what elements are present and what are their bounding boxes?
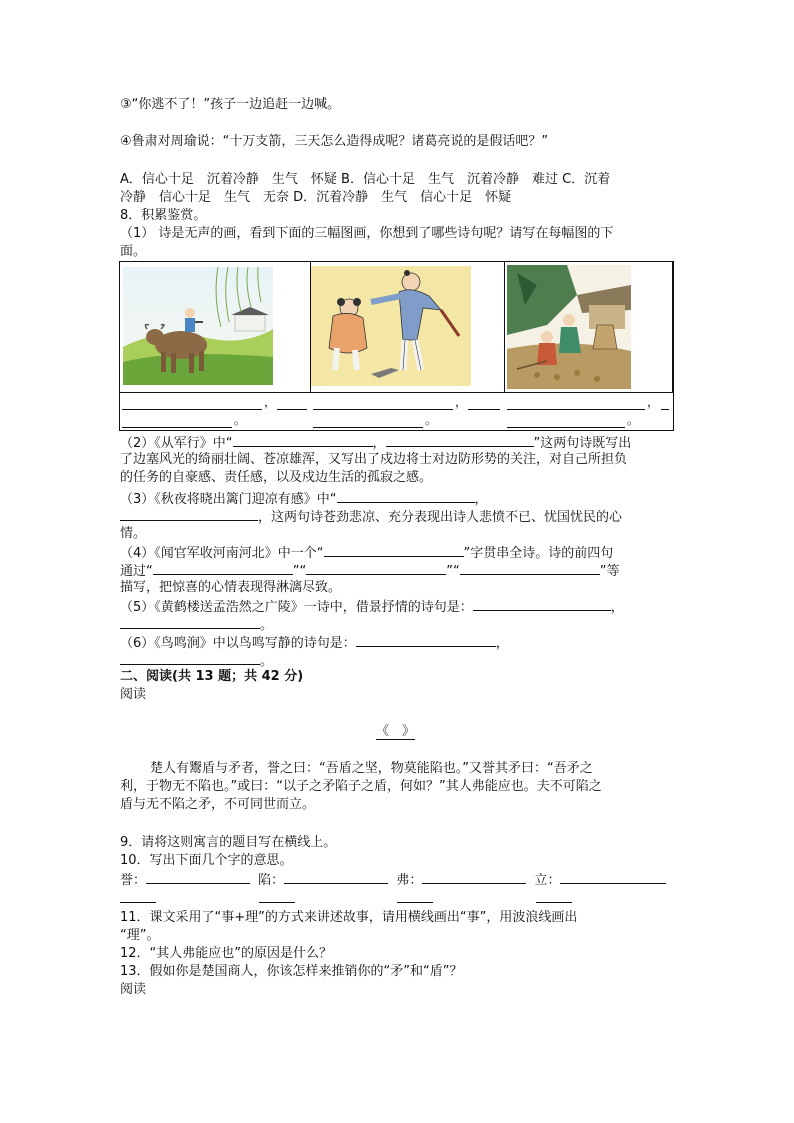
q13: 13．假如你是楚国商人，你该怎样来推销你的“矛”和“盾”？: [120, 964, 463, 979]
q8-part3-lead: （3）《秋夜将晓出篱门迎凉有感》中“: [120, 492, 337, 507]
word-li: 立：: [534, 873, 561, 888]
herd-boy-on-buffalo-image: [123, 267, 273, 385]
answer-blank[interactable]: [122, 397, 262, 410]
answer-blank[interactable]: [507, 415, 625, 428]
q8-part3-line1: [120, 489, 488, 509]
q12: 12．“其人弗能应也”的原因是什么？: [120, 946, 333, 961]
answer-blank[interactable]: [397, 890, 433, 903]
comma: ，: [372, 436, 386, 451]
answer-blank[interactable]: [560, 870, 666, 884]
story-paragraph-line1: 楚人有鬻盾与矛者，誉之曰：“吾盾之坚，物莫能陷也。”又誉其矛曰：“吾矛之: [150, 761, 593, 776]
answer-blank[interactable]: [536, 890, 572, 903]
q8-part4-lead: （4）《闻官军收河南河北》中一个“: [120, 546, 324, 561]
comma: ，: [495, 636, 509, 651]
q8-part2-tail: ”这两句诗既写出: [533, 436, 632, 451]
answer-blank[interactable]: [277, 397, 307, 410]
picture-cell-2: [311, 262, 505, 392]
picture-cell-1: [120, 262, 311, 392]
story-title-blank[interactable]: [376, 723, 415, 741]
answer-blank[interactable]: [468, 397, 500, 410]
answer-blank[interactable]: [422, 870, 526, 884]
q8-part4-line3: 描写，把惊喜的心情表现得淋漓尽致。: [120, 580, 342, 595]
q8-part6-lead: （6）《鸟鸣涧》中以鸟鸣写静的诗句是：: [120, 636, 356, 651]
answer-blank[interactable]: [120, 615, 260, 629]
q8-part3-tail: ，这两句诗苍劲悲凉、充分表现出诗人悲愤不已、忧国忧民的心: [258, 510, 623, 525]
answer-blank[interactable]: [324, 543, 464, 557]
answer-blank[interactable]: [284, 870, 388, 884]
quote-sep: ”“: [292, 564, 307, 579]
answer-blank[interactable]: [120, 507, 258, 521]
answer-blank[interactable]: [120, 651, 260, 665]
q8-part4-tail: ”字贯串全诗。诗的前四句: [463, 546, 614, 561]
q8-part4-line1: [120, 543, 613, 563]
word-xian: 陷：: [258, 873, 285, 888]
read-label-1: 阅读: [120, 687, 147, 702]
answer-blank[interactable]: [120, 890, 156, 903]
story-title: 《 》: [376, 724, 416, 739]
q8-part3-line2: [120, 507, 622, 527]
q8-part4-end: ”等: [599, 564, 620, 579]
period: 。: [260, 654, 274, 669]
q11-line2: “理”。: [120, 928, 160, 943]
answer-cell-2: [311, 393, 505, 431]
story-paragraph-line2: 利，于物无不陷也。”或曰：“以子之矛陷子之盾，何如？”其人弗能应也。夫不可陷之: [120, 779, 602, 794]
answer-blank[interactable]: [473, 597, 611, 611]
options-line-1: A．信心十足 沉着冷静 生气 怀疑 B．信心十足 生气 沉着冷静 难过 C．沉着: [120, 172, 611, 187]
q8-part5-lead: （5）《黄鹤楼送孟浩然之广陵》一诗中，借景抒情的诗句是：: [120, 600, 473, 615]
answer-blank[interactable]: [507, 397, 645, 410]
answer-blank[interactable]: [460, 561, 600, 575]
q8-part1-line2: 面。: [120, 244, 147, 259]
comma: ，: [610, 600, 624, 615]
image-table: [119, 261, 674, 431]
word-fu: 弗：: [396, 873, 423, 888]
q10-words-row: [120, 870, 666, 890]
answer-blank[interactable]: [306, 561, 446, 575]
answer-cell-3: [505, 393, 673, 431]
comma: ，: [264, 395, 277, 409]
q8-part1-line1: （1） 诗是无声的画，看到下面的三幅图画，你想到了哪些诗句呢？请写在每幅图的下: [120, 226, 614, 241]
item-4: ④鲁肃对周瑜说：“十万支箭，三天怎么造得成呢？诸葛亮说的是假话吧？”: [120, 134, 549, 149]
comma: ，: [474, 492, 488, 507]
q10: 10．写出下面几个字的意思。: [120, 853, 293, 868]
children-playing-image: [311, 266, 471, 386]
q8-title: 8．积累鉴赏。: [120, 208, 207, 223]
answer-blank[interactable]: [337, 489, 475, 503]
answer-blank[interactable]: [153, 561, 293, 575]
picture-cell-3: [505, 262, 673, 392]
answer-blank[interactable]: [356, 633, 496, 647]
story-paragraph-line3: 盾与无不陷之矛，不可同世而立。: [120, 797, 316, 812]
answer-blank[interactable]: [313, 397, 453, 410]
q8-part4-line2: [120, 561, 619, 581]
q8-part2-lead: （2）《从军行》中“: [120, 436, 233, 451]
answer-blank[interactable]: [122, 415, 232, 428]
options-line-2: 冷静 信心十足 生气 无奈 D．沉着冷静 生气 信心十足 怀疑: [120, 190, 512, 205]
q8-part4-through: 通过“: [120, 564, 153, 579]
comma: ，: [647, 395, 660, 409]
read-label-2: 阅读: [120, 982, 147, 997]
answer-blank[interactable]: [386, 433, 534, 447]
q8-part2-line2: 了边塞风光的绮丽壮阔、苍凉雄浑，又写出了戍边将士对边防形势的关注，对自己所担负: [120, 452, 628, 467]
period: 。: [425, 413, 438, 427]
answer-cell-1: [120, 393, 311, 431]
q8-part2-line3: 的任务的自豪感、责任感，以及戍边生活的孤寂之感。: [120, 470, 433, 485]
period: 。: [627, 413, 640, 427]
answer-blank[interactable]: [313, 415, 423, 428]
q8-part5-line2: [120, 615, 273, 635]
answer-blank[interactable]: [259, 890, 295, 903]
answer-blank[interactable]: [233, 433, 373, 447]
period: 。: [234, 413, 247, 427]
comma: ，: [455, 395, 468, 409]
answer-blank[interactable]: [661, 397, 669, 410]
section-2-title: 二、阅读(共 13 题；共 42 分): [120, 669, 304, 684]
word-yu: 誉：: [120, 873, 147, 888]
quote-sep: ”“: [446, 564, 460, 579]
q8-part2-line1: [120, 433, 631, 453]
q11-line1: 11．课文采用了“事+理”的方式来讲述故事，请用横线画出“事”，用波浪线画出: [120, 910, 578, 925]
children-farming-image: [507, 265, 631, 389]
period: 。: [260, 618, 274, 633]
q8-part6-line1: [120, 633, 509, 653]
item-3: ③“你逃不了！”孩子一边追赶一边喊。: [120, 97, 341, 112]
q8-part5-line1: [120, 597, 624, 617]
answer-blank[interactable]: [146, 870, 250, 884]
q9: 9．请将这则寓言的题目写在横线上。: [120, 835, 337, 850]
q8-part3-line3: 情。: [120, 526, 147, 541]
